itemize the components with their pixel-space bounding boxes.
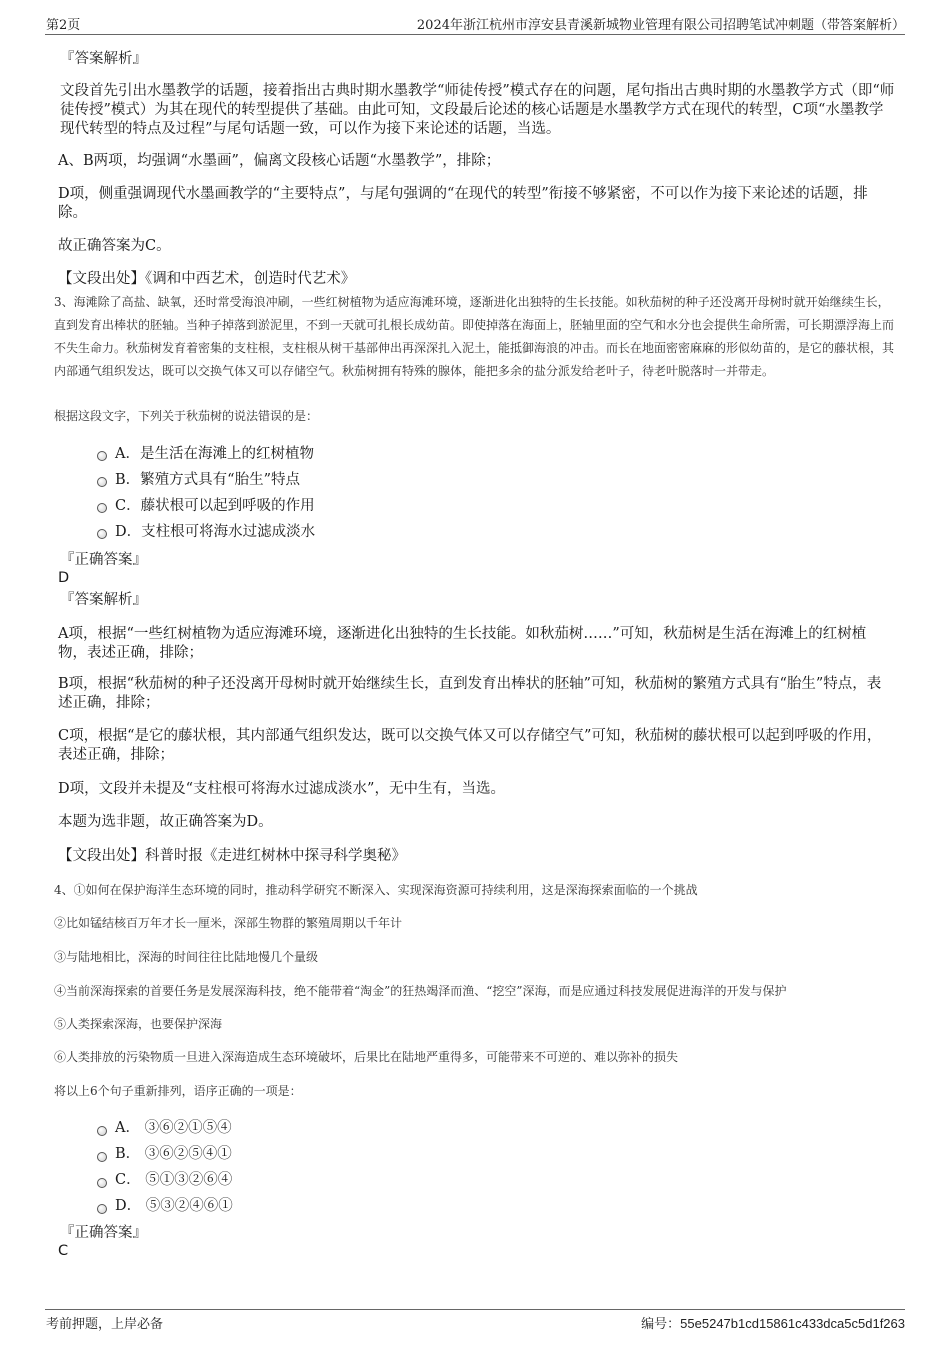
q3-source: 【文段出处】科普时报《走进红树林中探寻科学奥秘》 xyxy=(58,848,406,864)
q4-option-c[interactable]: C． ⑤①③②⑥④ xyxy=(115,1172,233,1188)
q3-stem: 3、海滩除了高盐、缺氧，还时常受海浪冲刷，一些红树植物为适应海滩环境，逐渐进化出独特的生长技能。如秋茄树的种子还没离开母树时就开始继续生长，直到发育出棒状的胚轴。当种子掉落到淤泥里，不到一天就可扎根长成幼苗。即使掉落在海面上，胚轴里面的空气和水分也会提供生命所需，可长期漂浮海上而不失生命力。秋茄树发育着密集的支柱根，支柱根从树干基部伸出再深深扎入泥土，能抵御海浪的冲击。而长在地面密密麻麻的形似幼苗的，是它的藤状根，其内部通气组织发达，既可以交换气体又可以存储空气。秋茄树拥有特殊的腺体，能把多余的盐分派发给老叶子，待老叶脱落时一并带走。 xyxy=(54,295,895,378)
q4-sentence-4: ④当前深海探索的首要任务是发展深海科技，绝不能带着“淘金”的狂热竭泽而渔、“挖空”深海，而是应通过科技发展促进海洋的开发与保护 xyxy=(54,984,787,998)
q3-option-a-radio[interactable] xyxy=(97,451,107,461)
q3-option-b[interactable]: B．繁殖方式具有“胎生”特点 xyxy=(115,472,300,488)
q4-option-d[interactable]: D． ⑤③②④⑥① xyxy=(115,1198,233,1214)
q3-option-d[interactable]: D．支柱根可将海水过滤成淡水 xyxy=(115,524,316,540)
q4-answer: C xyxy=(58,1243,69,1259)
q2-analysis-label: 『答案解析』 xyxy=(60,51,147,67)
q3-analysis-c: C项，根据“是它的藤状根，其内部通气组织发达，既可以交换气体又可以存储空气”可知，秋茄树的藤状根可以起到呼吸的作用，表述正确，排除； xyxy=(58,728,882,763)
footer-divider xyxy=(45,1309,905,1310)
q3-analysis-b: B项，根据“秋茄树的种子还没离开母树时就开始继续生长，直到发育出棒状的胚轴”可知，秋茄树的繁殖方式具有“胎生”特点，表述正确，排除； xyxy=(58,676,882,711)
q2-source: 【文段出处】《调和中西艺术，创造时代艺术》 xyxy=(58,271,356,287)
q4-option-d-radio[interactable] xyxy=(97,1204,107,1214)
q3-answer: D xyxy=(58,570,70,586)
q4-sentence-6: ⑥人类排放的污染物质一旦进入深海造成生态环境破坏，后果比在陆地严重得多，可能带来不可逆的、难以弥补的损失 xyxy=(54,1050,679,1064)
q3-answer-label: 『正确答案』 xyxy=(60,552,147,568)
q4-sentence-2: ②比如锰结核百万年才长一厘米，深部生物群的繁殖周期以千年计 xyxy=(54,916,403,930)
q4-answer-label: 『正确答案』 xyxy=(60,1225,147,1241)
q2-analysis-d: D项，侧重强调现代水墨画教学的“主要特点”，与尾句强调的“在现代的转型”衔接不够紧密，不可以作为接下来论述的话题，排除。 xyxy=(58,186,868,221)
q3-option-b-radio[interactable] xyxy=(97,477,107,487)
q2-analysis-paragraph: 文段首先引出水墨教学的话题，接着指出古典时期水墨教学“师徒传授”模式存在的问题，尾句指出古典时期的水墨教学方式（即“师徒传授”模式）为其在现代的转型提供了基础。由此可知，文段最后论述的核心话题是水墨教学方式在现代的转型，C项“水墨教学现代转型的特点及过程”与尾句话题一致，可以作为接下来论述的话题，当选。 xyxy=(60,83,895,137)
q2-analysis-ab: A、B两项，均强调“水墨画”，偏离文段核心话题“水墨教学”，排除； xyxy=(58,153,501,169)
q3-option-d-radio[interactable] xyxy=(97,529,107,539)
q4-option-b-radio[interactable] xyxy=(97,1152,107,1162)
q3-answer-conclusion: 本题为选非题，故正确答案为D。 xyxy=(58,814,273,830)
q4-sentence-5: ⑤人类探索深海，也要保护深海 xyxy=(54,1017,223,1031)
q3-option-c-radio[interactable] xyxy=(97,503,107,513)
footer-code-value: 55e5247b1cd15861c433dca5c5d1f263 xyxy=(680,1316,905,1331)
q4-option-a-radio[interactable] xyxy=(97,1126,107,1136)
q4-sentence-3: ③与陆地相比，深海的时间往往比陆地慢几个量级 xyxy=(54,950,319,964)
q3-analysis-a: A项，根据“一些红树植物为适应海滩环境，逐渐进化出独特的生长技能。如秋茄树……”可知，秋茄树是生活在海滩上的红树植物，表述正确，排除； xyxy=(58,626,867,661)
footer-slogan: 考前押题，上岸必备 xyxy=(46,1317,164,1332)
q4-option-c-radio[interactable] xyxy=(97,1178,107,1188)
footer-code xyxy=(641,1313,905,1332)
q3-prompt: 根据这段文字，下列关于秋茄树的说法错误的是： xyxy=(54,409,319,423)
page-number: 第2页 xyxy=(46,18,81,33)
q4-option-a[interactable]: A． ③⑥②①⑤④ xyxy=(115,1120,232,1136)
q3-option-c[interactable]: C．藤状根可以起到呼吸的作用 xyxy=(115,498,315,514)
document-title: 2024年浙江杭州市淳安县青溪新城物业管理有限公司招聘笔试冲刺题（带答案解析） xyxy=(416,18,905,33)
q4-prompt: 将以上6个句子重新排列，语序正确的一项是： xyxy=(54,1084,302,1098)
q3-analysis-d: D项，文段并未提及“支柱根可将海水过滤成淡水”，无中生有，当选。 xyxy=(58,781,505,797)
q4-sentence-1: 4、①如何在保护海洋生态环境的同时，推动科学研究不断深入、实现深海资源可持续利用，这是深海探索面临的一个挑战 xyxy=(54,883,698,897)
q2-answer-conclusion: 故正确答案为C。 xyxy=(58,238,171,254)
q3-option-a[interactable]: A．是生活在海滩上的红树植物 xyxy=(115,446,314,462)
q4-option-b[interactable]: B． ③⑥②⑤④① xyxy=(115,1146,232,1162)
footer-code-label: 编号： xyxy=(641,1317,681,1332)
q3-analysis-label: 『答案解析』 xyxy=(60,592,147,608)
header-divider xyxy=(45,34,905,35)
